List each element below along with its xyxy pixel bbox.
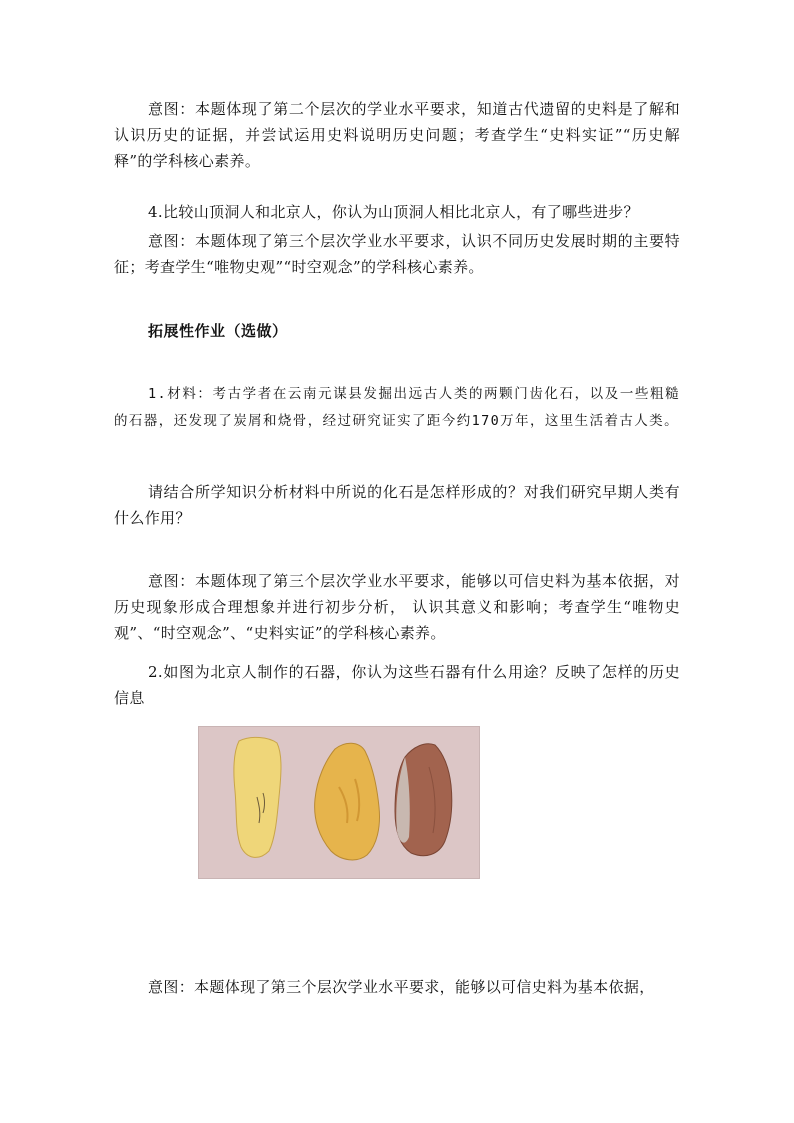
question-4: 4.比较山顶洞人和北京人，你认为山顶洞人相比北京人，有了哪些进步？: [148, 203, 639, 221]
intent-paragraph-level-2: 意图：本题体现了第二个层次的学业水平要求，知道古代遗留的史料是了解和认识历史的证据，并尝试运用史料说明历史问题；考查学生“史料实证”“历史解释”的学科核心素养。: [114, 100, 680, 170]
question-1: 请结合所学知识分析材料中所说的化石是怎样形成的？对我们研究早期人类有什么作用？: [114, 483, 680, 527]
question-2: 2.如图为北京人制作的石器，你认为这些石器有什么用途？反映了怎样的历史信息: [114, 663, 680, 707]
section-heading-extended-homework: 拓展性作业（选做）: [148, 322, 288, 340]
material-excerpt: 1.材料：考古学者在云南元谋县发掘出远古人类的两颗门齿化石，以及一些粗糙的石器，还发现了炭屑和烧骨，经过研究证实了距今约170万年，这里生活着古人类。: [114, 386, 680, 429]
intent-paragraph-level-3: 意图：本题体现了第三个层次学业水平要求，认识不同历史发展时期的主要特征；考查学生“唯物史观”“时空观念”的学科核心素养。: [114, 232, 680, 276]
intent-paragraph-question-2: 意图：本题体现了第三个层次学业水平要求，能够以可信史料为基本依据，: [148, 978, 655, 996]
intent-paragraph-question-1: 意图：本题体现了第三个层次学业水平要求，能够以可信史料为基本依据，对历史现象形成合理想象并进行初步分析， 认识其意义和影响；考查学生“唯物史观”、“时空观念”、“史料实证”的学科核心素养。: [114, 572, 680, 642]
stone-tools-photo: [198, 726, 480, 879]
